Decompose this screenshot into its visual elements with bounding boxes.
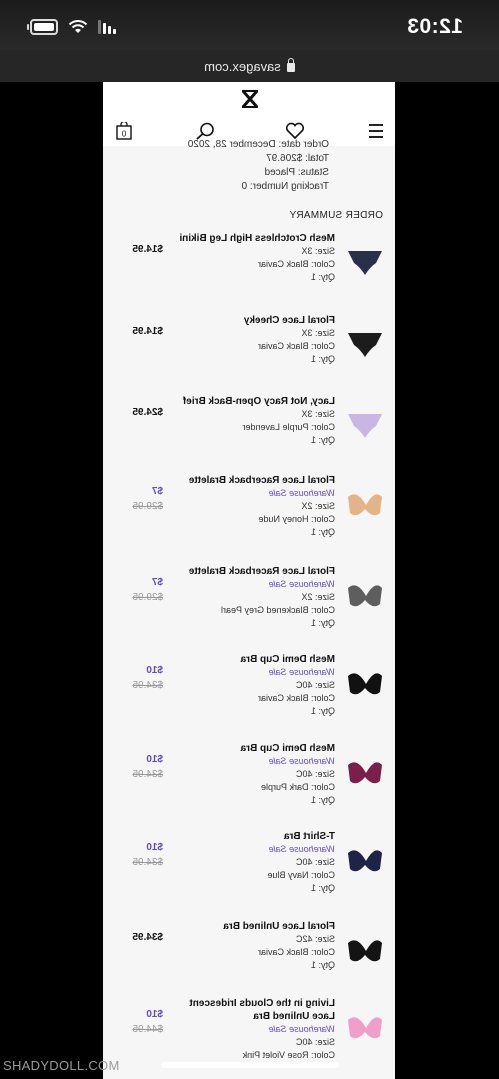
price-value: $7 (151, 486, 163, 497)
product-size: Size: 40C (295, 857, 335, 867)
product-thumbnail[interactable] (345, 569, 385, 621)
product-qty: Qty: 1 (310, 435, 335, 445)
price-value: $10 (146, 665, 163, 676)
order-tracking: Tracking Number: 0 (241, 181, 329, 192)
product-size: Size: 40C (295, 680, 335, 690)
product-name[interactable]: T-Shirt Bra (283, 831, 335, 842)
order-item-row[interactable] (103, 742, 395, 822)
product-name[interactable]: Floral Lace Unlined Bra (223, 921, 335, 932)
watermark-text: SHADYDOLL.COM (3, 1058, 120, 1073)
wifi-icon (68, 20, 88, 34)
product-name[interactable]: Floral Lace Cheeky (243, 315, 335, 326)
site-header (103, 82, 395, 146)
product-thumbnail[interactable] (345, 834, 385, 886)
product-color: Color: Navy Blue (267, 870, 335, 880)
battery-icon (30, 19, 58, 35)
product-thumbnail[interactable] (345, 318, 385, 370)
order-item-row[interactable] (103, 474, 395, 554)
cellular-signal-icon (98, 20, 116, 34)
product-color: Color: Black Caviar (257, 341, 335, 351)
item-price (103, 842, 163, 868)
product-qty: Qty: 1 (310, 706, 335, 716)
product-qty: Qty: 1 (310, 795, 335, 805)
home-indicator[interactable] (161, 1062, 339, 1068)
original-price: $34.95 (132, 857, 163, 868)
order-item-row[interactable] (103, 653, 395, 733)
product-name[interactable]: Floral Lace Racerback Bralette (188, 566, 335, 577)
product-size: Size: 3X (301, 409, 335, 419)
product-color: Color: Blackened Grey Pearl (220, 605, 335, 615)
product-size: Size: 2X (301, 501, 335, 511)
order-status: Status: Placed (264, 167, 329, 178)
product-name[interactable]: Floral Lace Racerback Bralette (188, 475, 335, 486)
lock-icon (287, 63, 295, 72)
price-value: $10 (146, 754, 163, 765)
item-price (103, 244, 163, 255)
product-thumbnail[interactable] (345, 399, 385, 451)
price-value: $14.95 (132, 326, 163, 337)
product-name[interactable]: Living in the Clouds Iridescent Lace Unlined Bra (189, 998, 335, 1022)
product-thumbnail[interactable] (345, 657, 385, 709)
sale-tag: Warehouse Sale (268, 756, 335, 766)
price-value: $14.95 (132, 244, 163, 255)
product-thumbnail[interactable] (345, 478, 385, 530)
sale-tag: Warehouse Sale (268, 488, 335, 498)
product-color: Color: Black Caviar (257, 259, 335, 269)
item-price (103, 577, 163, 603)
status-time: 12:03 (406, 15, 463, 38)
product-qty: Qty: 1 (310, 883, 335, 893)
price-value: $10 (146, 1009, 163, 1020)
product-qty: Qty: 1 (310, 618, 335, 628)
product-color: Color: Purple Lavender (242, 422, 335, 432)
product-color: Color: Black Caviar (257, 947, 335, 957)
order-item-row[interactable] (103, 314, 395, 394)
product-size: Size: 40C (295, 769, 335, 779)
product-name[interactable]: Lacy, Not Racy Open-Back Brief (182, 396, 335, 407)
sale-tag: Warehouse Sale (268, 667, 335, 677)
sale-tag: Warehouse Sale (268, 579, 335, 589)
sale-tag: Warehouse Sale (268, 1024, 335, 1034)
product-qty: Qty: 1 (310, 272, 335, 282)
order-total: Total: $206.97 (266, 153, 329, 164)
original-price: $34.95 (132, 680, 163, 691)
price-value: $7 (151, 577, 163, 588)
price-value: $10 (146, 842, 163, 853)
product-size: Size: 3X (301, 246, 335, 256)
original-price: $29.95 (132, 592, 163, 603)
order-item-row[interactable] (103, 920, 395, 1000)
status-bar (0, 0, 499, 50)
product-color: Color: Rose Violet Pink (242, 1050, 335, 1060)
sale-tag: Warehouse Sale (268, 844, 335, 854)
product-color: Color: Honey Nude (258, 514, 335, 524)
price-value: $34.95 (132, 932, 163, 943)
order-details (103, 138, 395, 194)
product-thumbnail[interactable] (345, 236, 385, 288)
product-color: Color: Black Caviar (257, 693, 335, 703)
order-date: Order date: December 28, 2020 (187, 139, 329, 150)
web-page (103, 82, 395, 1079)
product-thumbnail[interactable] (345, 746, 385, 798)
product-size: Size: 2X (301, 592, 335, 602)
original-price: $34.95 (132, 769, 163, 780)
product-size: Size: 3X (301, 328, 335, 338)
product-thumbnail[interactable] (345, 924, 385, 976)
item-price (103, 665, 163, 691)
item-price (103, 754, 163, 780)
product-qty: Qty: 1 (310, 960, 335, 970)
order-item-row[interactable] (103, 395, 395, 475)
product-name[interactable]: Mesh Crotchless High Leg Bikini (179, 233, 335, 244)
item-price (103, 407, 163, 418)
url-text: savagex.com (204, 58, 281, 74)
product-thumbnail[interactable] (345, 1001, 385, 1053)
item-price (103, 486, 163, 512)
order-item-row[interactable] (103, 830, 395, 910)
svg-text:0: 0 (121, 129, 127, 139)
product-size: Size: 40C (295, 1037, 335, 1047)
product-qty: Qty: 1 (310, 354, 335, 364)
address-bar[interactable] (0, 50, 499, 82)
order-item-row[interactable] (103, 565, 395, 645)
product-color: Color: Dark Purple (260, 782, 335, 792)
order-summary-title: ORDER SUMMARY (289, 210, 383, 221)
original-price: $44.95 (132, 1024, 163, 1035)
product-name[interactable]: Mesh Demi Cup Bra (240, 654, 335, 665)
original-price: $29.95 (132, 501, 163, 512)
product-qty: Qty: 1 (310, 527, 335, 537)
item-price (103, 1009, 163, 1035)
product-name[interactable]: Mesh Demi Cup Bra (240, 743, 335, 754)
status-icons (30, 19, 116, 35)
item-price (103, 326, 163, 337)
savagex-logo-icon[interactable] (242, 90, 258, 108)
order-item-row[interactable] (103, 232, 395, 312)
product-size: Size: 42C (295, 934, 335, 944)
item-price (103, 932, 163, 943)
price-value: $24.95 (132, 407, 163, 418)
